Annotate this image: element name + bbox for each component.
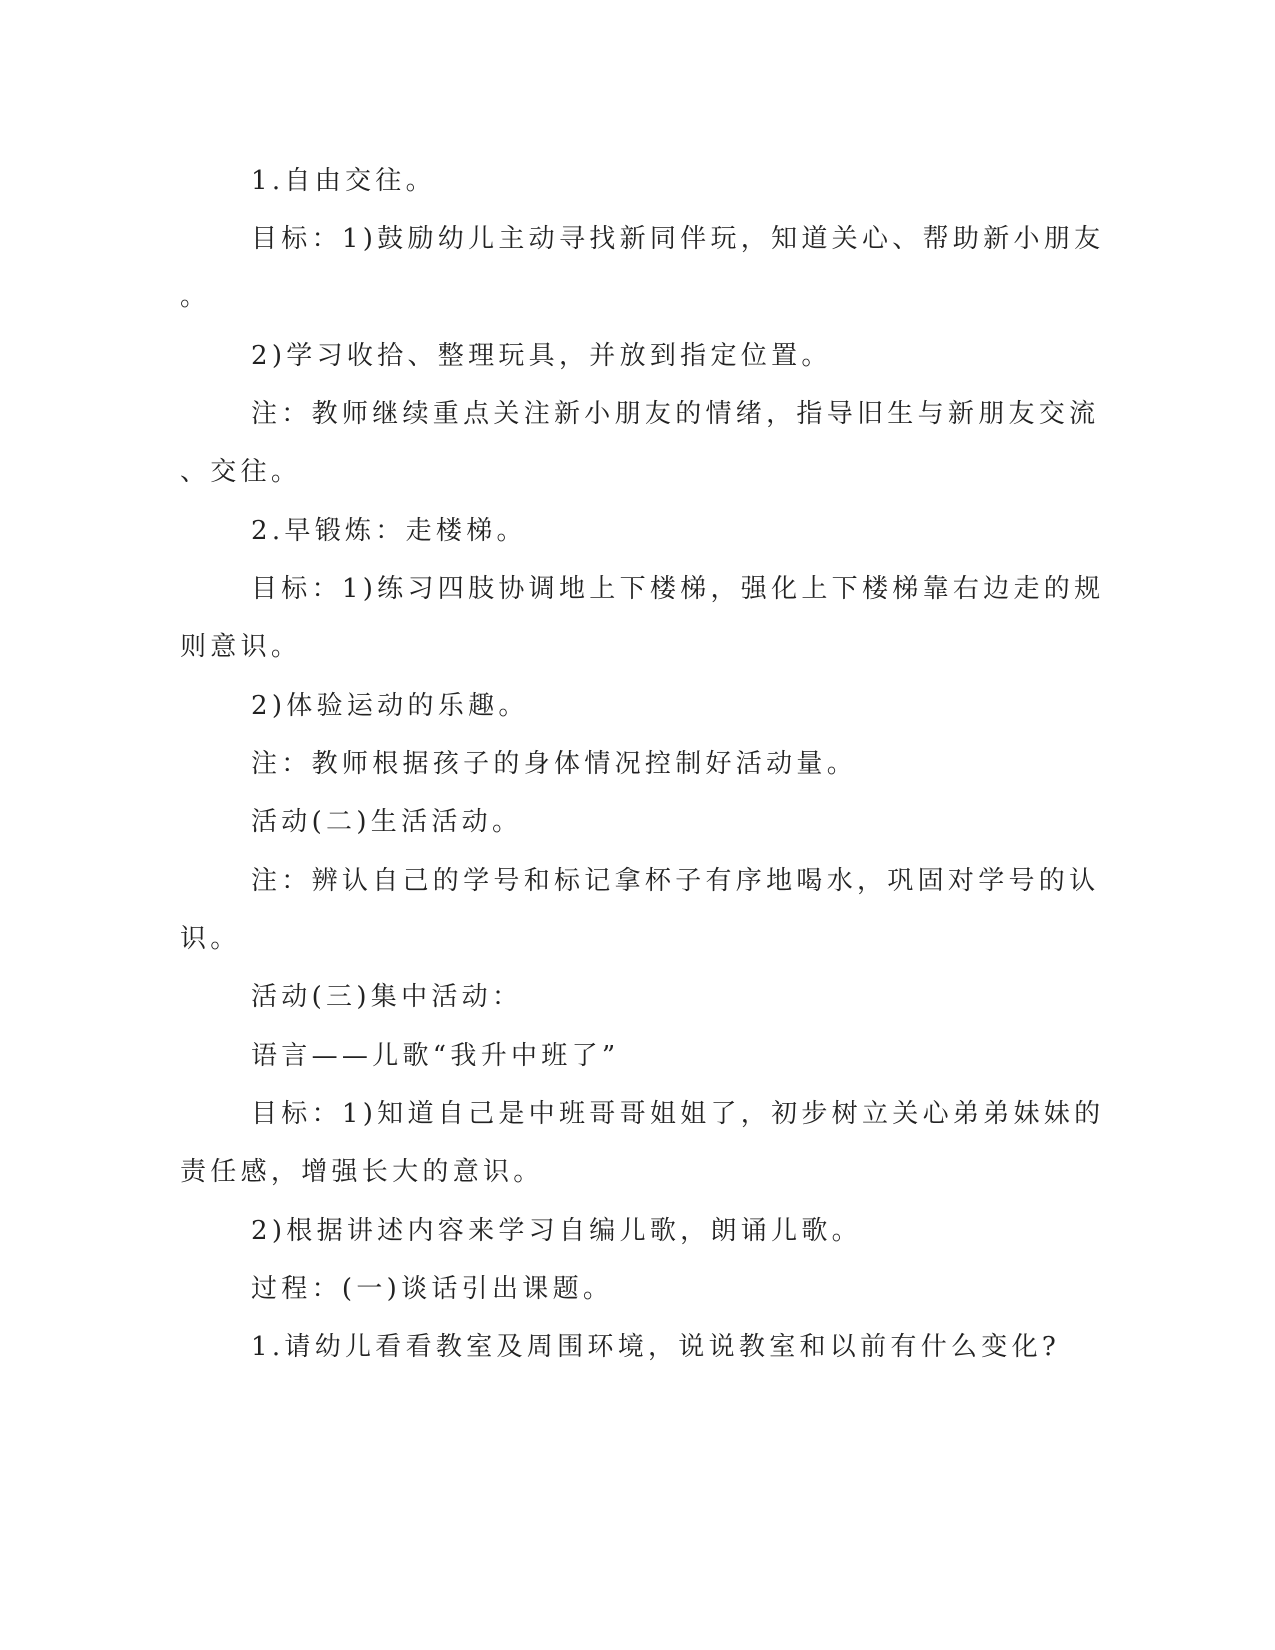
paragraph-line: 1.请幼儿看看教室及周围环境，说说教室和以前有什么变化? [251,1332,1061,1362]
paragraph-line: 语言——儿歌“我升中班了” [251,1041,620,1071]
paragraph-line: 目标：1)知道自己是中班哥哥姐姐了，初步树立关心弟弟妹妹的 [251,1099,1105,1129]
paragraph-line: 则意识。 [180,632,302,662]
paragraph-line: 。 [180,282,211,312]
paragraph-line: 注：教师继续重点关注新小朋友的情绪，指导旧生与新朋友交流 [251,399,1100,429]
section-heading-morning-exercise: 2.早锻炼：走楼梯。 [251,516,527,546]
section-heading-daily-activity: 活动(二)生活活动。 [251,807,523,837]
paragraph-line: 2)根据讲述内容来学习自编儿歌，朗诵儿歌。 [251,1216,862,1246]
paragraph-line: 目标：1)练习四肢协调地上下楼梯，强化上下楼梯靠右边走的规 [251,574,1105,604]
paragraph-line: 2)学习收拾、整理玩具，并放到指定位置。 [251,341,832,371]
paragraph-line: 2)体验运动的乐趣。 [251,691,529,721]
paragraph-line: 、交往。 [180,457,302,487]
paragraph-line: 注：辨认自己的学号和标记拿杯子有序地喝水，巩固对学号的认 [251,866,1100,896]
section-heading-group-activity: 活动(三)集中活动： [251,982,523,1012]
paragraph-line: 过程：(一)谈话引出课题。 [251,1274,614,1304]
paragraph-line: 识。 [180,924,241,954]
paragraph-line: 注：教师根据孩子的身体情况控制好活动量。 [251,749,858,779]
section-heading-free-interaction: 1.自由交往。 [251,166,436,196]
paragraph-line: 目标：1)鼓励幼儿主动寻找新同伴玩，知道关心、帮助新小朋友 [251,224,1105,254]
paragraph-line: 责任感，增强长大的意识。 [180,1157,544,1187]
